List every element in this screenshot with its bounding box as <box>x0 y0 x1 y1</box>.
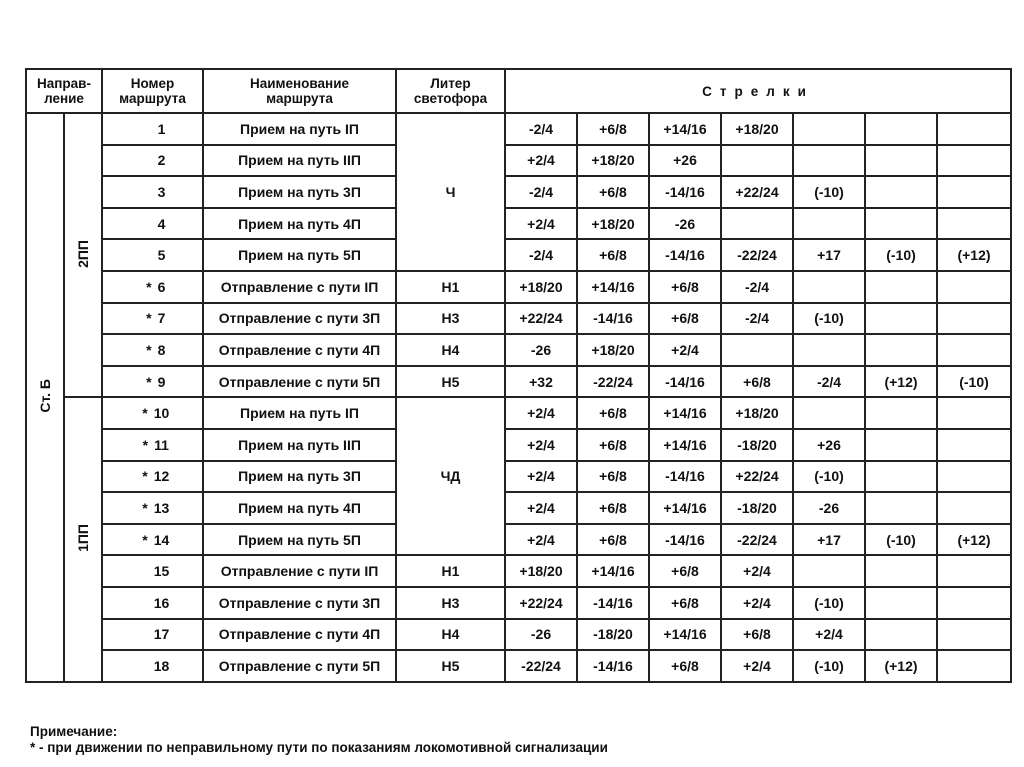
switch-cell <box>793 334 865 366</box>
table-row <box>26 492 1011 524</box>
route-number: 16 <box>153 594 170 611</box>
route-name: Прием на путь 5П <box>203 524 396 556</box>
switch-cell: +18/20 <box>721 397 793 429</box>
switch-cell <box>937 397 1011 429</box>
switch-cell: +22/24 <box>721 176 793 208</box>
switch-cell: +2/4 <box>793 619 865 651</box>
footnote-title: Примечание: <box>30 724 118 739</box>
switch-cell <box>793 555 865 587</box>
route-number: 5 <box>157 247 166 264</box>
switch-cell: -18/20 <box>721 429 793 461</box>
table-row <box>26 366 1011 398</box>
route-star: * <box>146 278 152 295</box>
route-star: * <box>146 310 152 327</box>
switch-cell: (-10) <box>865 524 937 556</box>
switch-cell: -18/20 <box>577 619 649 651</box>
switch-cell <box>937 492 1011 524</box>
route-star: * <box>142 468 148 485</box>
switch-cell: -14/16 <box>649 239 721 271</box>
route-number: 6 <box>157 278 166 295</box>
switch-cell: +2/4 <box>505 492 577 524</box>
switch-cell: (+12) <box>865 650 937 682</box>
switch-cell: +22/24 <box>505 303 577 335</box>
switch-cell: +18/20 <box>577 145 649 177</box>
switch-cell: +6/8 <box>649 271 721 303</box>
route-number-cell <box>102 366 203 398</box>
header-switches: Стрелки <box>505 69 1011 113</box>
switch-cell: (+12) <box>937 239 1011 271</box>
switch-cell <box>937 555 1011 587</box>
switch-cell: +14/16 <box>649 397 721 429</box>
route-number-cell <box>102 113 203 145</box>
switch-cell: +2/4 <box>505 461 577 493</box>
route-number: 17 <box>153 626 170 643</box>
switch-cell <box>937 461 1011 493</box>
group-label: 1ПП <box>75 524 91 552</box>
switch-cell <box>793 208 865 240</box>
route-star: * <box>142 531 148 548</box>
switch-cell: -14/16 <box>577 587 649 619</box>
route-number-cell <box>102 145 203 177</box>
group-label: 2ПП <box>75 239 91 268</box>
route-number-cell <box>102 429 203 461</box>
table-row <box>26 113 1011 145</box>
switch-cell <box>865 303 937 335</box>
switch-cell <box>793 397 865 429</box>
switch-cell: -14/16 <box>649 524 721 556</box>
switch-cell: +2/4 <box>721 555 793 587</box>
table-row <box>26 587 1011 619</box>
route-number-cell <box>102 555 203 587</box>
switch-cell: +18/20 <box>577 334 649 366</box>
route-number: 4 <box>157 215 166 232</box>
route-number-cell <box>102 208 203 240</box>
header-route-number: Номер маршрута <box>102 69 203 113</box>
switch-cell: +2/4 <box>721 587 793 619</box>
table-row <box>26 555 1011 587</box>
route-name: Отправление с пути 3П <box>203 587 396 619</box>
route-name: Отправление с пути 4П <box>203 619 396 651</box>
route-name: Отправление с пути 4П <box>203 334 396 366</box>
route-name: Отправление с пути 5П <box>203 650 396 682</box>
switch-cell: -14/16 <box>649 461 721 493</box>
switch-cell <box>937 303 1011 335</box>
switch-cell: +22/24 <box>505 587 577 619</box>
switch-cell: +2/4 <box>505 208 577 240</box>
switch-cell: +6/8 <box>577 113 649 145</box>
switch-cell <box>937 619 1011 651</box>
signal-cell: Н5 <box>396 650 505 682</box>
switch-cell <box>865 555 937 587</box>
switch-cell <box>865 271 937 303</box>
switch-cell: +6/8 <box>577 492 649 524</box>
switch-cell: +6/8 <box>577 239 649 271</box>
switch-cell: +26 <box>649 145 721 177</box>
route-name: Прием на путь IIП <box>203 429 396 461</box>
table-row <box>26 524 1011 556</box>
signal-cell: Ч <box>396 113 505 271</box>
switch-cell: (-10) <box>793 587 865 619</box>
route-star: * <box>142 436 149 453</box>
table-row <box>26 619 1011 651</box>
switch-cell <box>865 145 937 177</box>
switch-cell <box>865 113 937 145</box>
signal-cell: ЧД <box>396 397 505 555</box>
route-number: 3 <box>157 183 166 200</box>
switch-cell: +2/4 <box>649 334 721 366</box>
switch-cell: +2/4 <box>505 524 577 556</box>
route-number-cell <box>102 334 203 366</box>
route-name: Отправление с пути 5П <box>203 366 396 398</box>
route-number-cell <box>102 619 203 651</box>
switch-cell: +6/8 <box>577 461 649 493</box>
route-number: 18 <box>153 657 170 674</box>
switch-cell: +18/20 <box>505 271 577 303</box>
header-route-name: Наименование маршрута <box>203 69 396 113</box>
switch-cell: +14/16 <box>649 429 721 461</box>
table-row <box>26 461 1011 493</box>
route-name: Прием на путь IIП <box>203 145 396 177</box>
route-name: Прием на путь IП <box>203 113 396 145</box>
switch-cell <box>865 429 937 461</box>
route-name: Прием на путь 4П <box>203 492 396 524</box>
header-direction: Направ- ление <box>26 69 102 113</box>
switch-cell: -22/24 <box>505 650 577 682</box>
switch-cell: (-10) <box>793 176 865 208</box>
route-number-cell <box>102 271 203 303</box>
table-row <box>26 334 1011 366</box>
route-name: Прием на путь 4П <box>203 208 396 240</box>
switch-cell: +14/16 <box>649 113 721 145</box>
switch-cell: +2/4 <box>505 145 577 177</box>
route-number: 13 <box>153 499 170 516</box>
route-star: * <box>146 341 152 358</box>
switch-cell: -2/4 <box>721 303 793 335</box>
route-number-cell <box>102 303 203 335</box>
switch-cell: (-10) <box>937 366 1011 398</box>
switch-cell: +6/8 <box>577 524 649 556</box>
switch-cell: +2/4 <box>505 429 577 461</box>
table-row <box>26 397 1011 429</box>
switch-cell <box>937 429 1011 461</box>
switch-cell: +6/8 <box>577 429 649 461</box>
switch-cell: +6/8 <box>649 555 721 587</box>
switch-cell: +18/20 <box>505 555 577 587</box>
switch-cell: +6/8 <box>577 397 649 429</box>
route-number-cell <box>102 587 203 619</box>
route-star: * <box>146 373 152 390</box>
route-number: 7 <box>157 310 166 327</box>
header-signal: Литер светофора <box>396 69 505 113</box>
group-cell <box>64 113 102 397</box>
switch-cell <box>937 113 1011 145</box>
switch-cell <box>937 176 1011 208</box>
switch-cell: -2/4 <box>505 176 577 208</box>
route-name: Отправление с пути IП <box>203 271 396 303</box>
route-name: Прием на путь 3П <box>203 461 396 493</box>
switch-cell: -26 <box>505 334 577 366</box>
route-number: 9 <box>157 373 166 390</box>
switch-cell: (-10) <box>793 303 865 335</box>
switch-cell: (+12) <box>865 366 937 398</box>
route-number-cell <box>102 524 203 556</box>
switch-cell: -18/20 <box>721 492 793 524</box>
switch-cell: -22/24 <box>721 239 793 271</box>
switch-cell: -2/4 <box>793 366 865 398</box>
switch-cell: +17 <box>793 239 865 271</box>
switch-cell <box>937 650 1011 682</box>
route-name: Отправление с пути 3П <box>203 303 396 335</box>
signal-cell: Н5 <box>396 366 505 398</box>
switch-cell: +26 <box>793 429 865 461</box>
signal-cell: Н1 <box>396 271 505 303</box>
switch-cell: +6/8 <box>721 619 793 651</box>
switch-cell <box>793 113 865 145</box>
table-row <box>26 176 1011 208</box>
route-number-cell <box>102 492 203 524</box>
route-table <box>25 68 1012 683</box>
switch-cell <box>793 145 865 177</box>
table-body <box>26 113 1011 682</box>
switch-cell: +14/16 <box>649 492 721 524</box>
switch-cell <box>937 145 1011 177</box>
switch-cell: -26 <box>649 208 721 240</box>
switch-cell: -14/16 <box>649 176 721 208</box>
switch-cell <box>721 334 793 366</box>
route-number: 12 <box>153 468 170 485</box>
switch-cell: -14/16 <box>577 303 649 335</box>
route-number-cell <box>102 397 203 429</box>
route-number-cell <box>102 650 203 682</box>
route-star: * <box>142 499 148 516</box>
switch-cell: +2/4 <box>721 650 793 682</box>
switch-cell <box>865 397 937 429</box>
table-row <box>26 271 1011 303</box>
route-number-cell <box>102 239 203 271</box>
switch-cell <box>865 619 937 651</box>
switch-cell: +6/8 <box>649 303 721 335</box>
table-row <box>26 208 1011 240</box>
switch-cell: +32 <box>505 366 577 398</box>
switch-cell: -26 <box>505 619 577 651</box>
switch-cell: +6/8 <box>721 366 793 398</box>
switch-cell: (-10) <box>865 239 937 271</box>
route-number: 14 <box>153 531 170 548</box>
switch-cell <box>865 587 937 619</box>
route-number: 2 <box>157 152 166 169</box>
table-row <box>26 429 1011 461</box>
route-number-cell <box>102 176 203 208</box>
switch-cell <box>865 176 937 208</box>
switch-cell <box>937 208 1011 240</box>
route-name: Отправление с пути IП <box>203 555 396 587</box>
switch-cell <box>865 461 937 493</box>
table-row <box>26 303 1011 335</box>
switch-cell: (-10) <box>793 461 865 493</box>
route-number-cell <box>102 461 203 493</box>
direction-cell <box>26 113 64 682</box>
switch-cell: -14/16 <box>649 366 721 398</box>
switch-cell: +2/4 <box>505 397 577 429</box>
switch-cell: -2/4 <box>721 271 793 303</box>
switch-cell: +6/8 <box>649 650 721 682</box>
table-row <box>26 239 1011 271</box>
switch-cell: +14/16 <box>649 619 721 651</box>
switch-cell <box>937 587 1011 619</box>
switch-cell: +6/8 <box>649 587 721 619</box>
switch-cell: +17 <box>793 524 865 556</box>
table-header-row <box>26 69 1011 113</box>
switch-cell: -14/16 <box>577 650 649 682</box>
signal-cell: Н3 <box>396 303 505 335</box>
switch-cell <box>865 492 937 524</box>
switch-cell: +14/16 <box>577 555 649 587</box>
switch-cell: +22/24 <box>721 461 793 493</box>
signal-cell: Н1 <box>396 555 505 587</box>
route-name: Прием на путь IП <box>203 397 396 429</box>
switch-cell: -22/24 <box>721 524 793 556</box>
route-name: Прием на путь 3П <box>203 176 396 208</box>
switch-cell: +18/20 <box>577 208 649 240</box>
route-number: 10 <box>153 405 170 422</box>
switch-cell: -2/4 <box>505 113 577 145</box>
footnote <box>30 724 608 756</box>
switch-cell: (+12) <box>937 524 1011 556</box>
route-star: * <box>142 405 148 422</box>
switch-cell: -22/24 <box>577 366 649 398</box>
switch-cell <box>937 271 1011 303</box>
switch-cell <box>865 334 937 366</box>
footnote-text: * - при движении по неправильному пути по показаниям локомотивной сигнализации <box>30 740 608 755</box>
route-number: 8 <box>157 341 166 358</box>
route-number: 11 <box>154 436 169 453</box>
switch-cell: (-10) <box>793 650 865 682</box>
switch-cell <box>865 208 937 240</box>
switch-cell <box>721 208 793 240</box>
switch-cell: -2/4 <box>505 239 577 271</box>
table-row <box>26 145 1011 177</box>
route-number: 15 <box>153 563 170 580</box>
route-name: Прием на путь 5П <box>203 239 396 271</box>
switch-cell: +14/16 <box>577 271 649 303</box>
route-number: 1 <box>157 120 166 137</box>
switch-cell: -26 <box>793 492 865 524</box>
signal-cell: Н4 <box>396 334 505 366</box>
direction-label: Ст. Б <box>37 379 53 413</box>
table-row <box>26 650 1011 682</box>
switch-cell: +18/20 <box>721 113 793 145</box>
signal-cell: Н4 <box>396 619 505 651</box>
switch-cell <box>793 271 865 303</box>
signal-cell: Н3 <box>396 587 505 619</box>
group-cell <box>64 397 102 681</box>
switch-cell: +6/8 <box>577 176 649 208</box>
route-table-container <box>25 68 1012 683</box>
switch-cell <box>721 145 793 177</box>
switch-cell <box>937 334 1011 366</box>
